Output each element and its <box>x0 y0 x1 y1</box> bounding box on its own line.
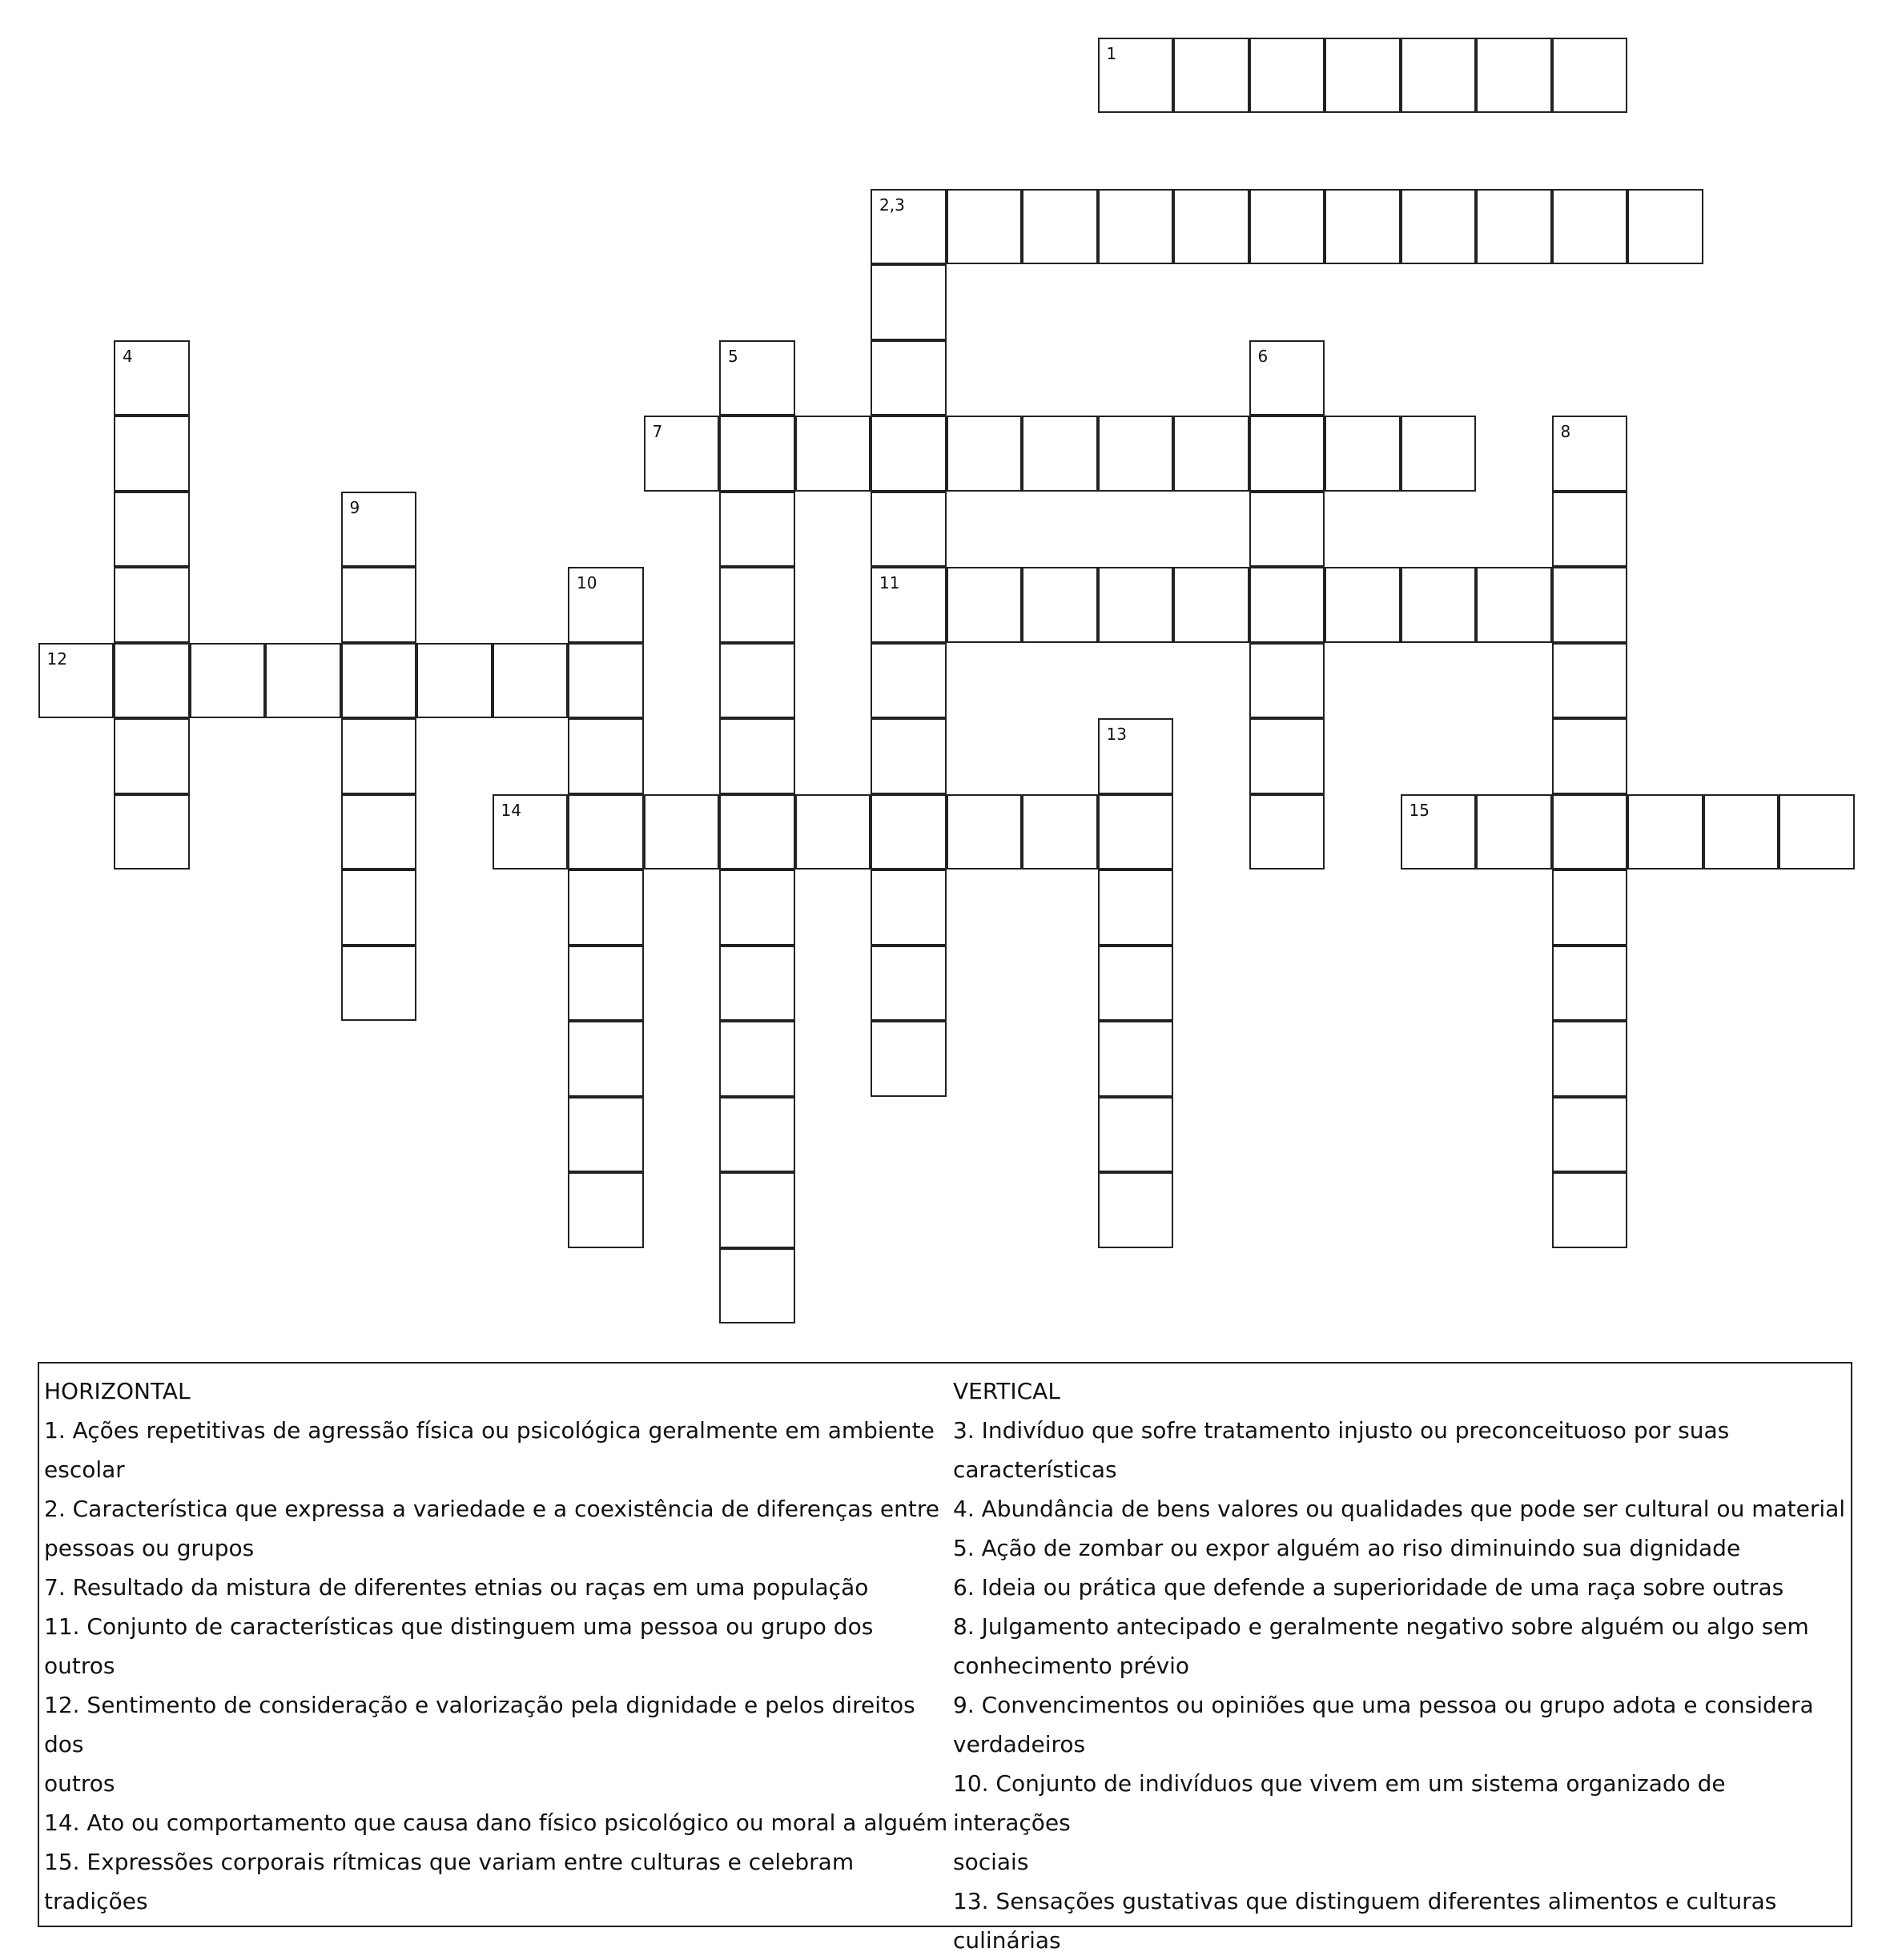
grid-cell[interactable] <box>947 567 1023 643</box>
letter-input[interactable] <box>343 871 416 944</box>
grid-cell[interactable] <box>568 1097 644 1173</box>
grid-cell[interactable] <box>1173 416 1249 492</box>
letter-input[interactable] <box>721 1022 794 1095</box>
letter-input[interactable] <box>1100 568 1172 641</box>
grid-cell[interactable] <box>493 643 569 719</box>
letter-input[interactable] <box>1554 645 1627 717</box>
grid-cell[interactable] <box>719 1248 795 1324</box>
grid-cell[interactable] <box>1552 946 1628 1022</box>
vertical-title: VERTICAL <box>953 1378 1060 1404</box>
clue-number: 15 <box>1409 800 1430 820</box>
letter-input[interactable] <box>872 871 945 944</box>
grid-cell[interactable] <box>114 794 190 870</box>
letter-input[interactable] <box>872 947 945 1020</box>
letter-input[interactable] <box>569 1174 642 1247</box>
grid-cell[interactable] <box>871 794 947 870</box>
letter-input[interactable] <box>569 871 642 944</box>
letter-input[interactable] <box>418 645 491 717</box>
letter-input[interactable] <box>1554 191 1627 263</box>
grid-cell[interactable] <box>114 340 190 416</box>
clue-line: 7. Resultado da mistura de diferentes etnias ou raças em uma população <box>44 1574 869 1601</box>
grid-cell[interactable] <box>1249 189 1325 265</box>
grid-cell[interactable] <box>871 643 947 719</box>
letter-input[interactable] <box>1175 417 1248 490</box>
letter-input[interactable] <box>1023 417 1096 490</box>
grid-cell[interactable] <box>1098 794 1174 870</box>
grid-cell[interactable] <box>1325 567 1401 643</box>
clue-number: 13 <box>1106 725 1127 744</box>
horizontal-clues <box>44 1372 949 1921</box>
letter-input[interactable] <box>1100 720 1172 793</box>
grid-cell[interactable] <box>38 643 115 719</box>
clue-line: 15. Expressões corporais rítmicas que variam entre culturas e celebram tradições <box>44 1849 855 1914</box>
letter-input[interactable] <box>1100 39 1172 112</box>
letter-input[interactable] <box>1251 417 1324 490</box>
letter-input[interactable] <box>1554 493 1627 566</box>
clue-line: 9. Convencimentos ou opiniões que uma pessoa ou grupo adota e considera <box>953 1692 1814 1718</box>
letter-input[interactable] <box>569 1022 642 1095</box>
grid-cell[interactable] <box>1098 870 1174 946</box>
grid-cell[interactable] <box>341 567 417 643</box>
letter-input[interactable] <box>1554 39 1627 112</box>
clue-line: 1. Ações repetitivas de agressão física ou psicológica geralmente em ambiente <box>44 1417 935 1444</box>
letter-input[interactable] <box>1554 568 1627 641</box>
grid-cell[interactable] <box>1401 189 1477 265</box>
grid-cell[interactable] <box>1552 567 1628 643</box>
grid-cell[interactable] <box>947 189 1023 265</box>
letter-input[interactable] <box>1402 39 1475 112</box>
grid-cell[interactable] <box>719 946 795 1022</box>
clue-number: 10 <box>577 573 597 592</box>
letter-input[interactable] <box>721 947 794 1020</box>
grid-cell[interactable] <box>1249 794 1325 870</box>
letter-input[interactable] <box>494 796 567 869</box>
grid-cell[interactable] <box>568 1021 644 1097</box>
grid-cell[interactable] <box>871 946 947 1022</box>
clue-number: 8 <box>1560 422 1571 441</box>
grid-cell[interactable] <box>1401 794 1477 870</box>
clue-number: 11 <box>879 573 900 592</box>
grid-cell[interactable] <box>1476 38 1552 114</box>
letter-input[interactable] <box>1554 417 1627 490</box>
clue-number: 7 <box>652 422 663 441</box>
clue-line: pessoas ou grupos <box>44 1535 255 1561</box>
grid-cell[interactable] <box>1098 946 1174 1022</box>
letter-input[interactable] <box>343 947 416 1020</box>
clue-number: 5 <box>728 346 738 366</box>
clue-line: 8. Julgamento antecipado e geralmente negativo sobre alguém ou algo sem <box>953 1613 1809 1640</box>
letter-input[interactable] <box>872 720 945 793</box>
letter-input[interactable] <box>1402 568 1475 641</box>
letter-input[interactable] <box>1629 191 1702 263</box>
letter-input[interactable] <box>1251 342 1324 415</box>
clue-line: 14. Ato ou comportamento que causa dano físico psicológico ou moral a alguém <box>44 1809 948 1836</box>
grid-cell[interactable] <box>719 870 795 946</box>
letter-input[interactable] <box>948 796 1021 869</box>
grid-cell[interactable] <box>114 718 190 794</box>
grid-cell[interactable] <box>1552 1172 1628 1248</box>
grid-cell[interactable] <box>568 567 644 643</box>
grid-cell[interactable] <box>1098 567 1174 643</box>
grid-cell[interactable] <box>341 870 417 946</box>
grid-cell[interactable] <box>1401 416 1477 492</box>
letter-input[interactable] <box>569 568 642 641</box>
letter-input[interactable] <box>1478 568 1550 641</box>
letter-input[interactable] <box>1554 947 1627 1020</box>
grid-cell[interactable] <box>1476 189 1552 265</box>
grid-cell[interactable] <box>1401 567 1477 643</box>
grid-cell[interactable] <box>719 340 795 416</box>
grid-cell[interactable] <box>719 1021 795 1097</box>
grid-cell[interactable] <box>1022 794 1098 870</box>
grid-cell[interactable] <box>871 416 947 492</box>
grid-cell[interactable] <box>1022 567 1098 643</box>
letter-input[interactable] <box>569 796 642 869</box>
grid-cell[interactable] <box>1703 794 1779 870</box>
grid-cell[interactable] <box>1627 189 1703 265</box>
letter-input[interactable] <box>1100 947 1172 1020</box>
grid-cell[interactable] <box>1627 794 1703 870</box>
grid-cell[interactable] <box>568 1172 644 1248</box>
letter-input[interactable] <box>115 342 188 415</box>
grid-cell[interactable] <box>1022 416 1098 492</box>
grid-cell[interactable] <box>719 1172 795 1248</box>
grid-cell[interactable] <box>341 643 417 719</box>
clue-line: 12. Sentimento de consideração e valorização pela dignidade e pelos direitos dos <box>44 1692 915 1757</box>
letter-input[interactable] <box>721 417 794 490</box>
grid-cell[interactable] <box>644 416 720 492</box>
letter-input[interactable] <box>1251 39 1324 112</box>
letter-input[interactable] <box>1554 1022 1627 1095</box>
grid-cell[interactable] <box>871 340 947 416</box>
letter-input[interactable] <box>721 796 794 869</box>
grid-cell[interactable] <box>493 794 569 870</box>
letter-input[interactable] <box>645 417 718 490</box>
letter-input[interactable] <box>721 645 794 717</box>
grid-cell[interactable] <box>1098 416 1174 492</box>
letter-input[interactable] <box>1326 568 1399 641</box>
grid-cell[interactable] <box>719 1097 795 1173</box>
grid-cell[interactable] <box>871 718 947 794</box>
letter-input[interactable] <box>1023 191 1096 263</box>
letter-input[interactable] <box>343 796 416 869</box>
grid-cell[interactable] <box>1173 189 1249 265</box>
grid-cell[interactable] <box>568 946 644 1022</box>
clue-number: 9 <box>349 497 360 517</box>
grid-cell[interactable] <box>1249 718 1325 794</box>
letter-input[interactable] <box>1326 191 1399 263</box>
grid-cell[interactable] <box>568 794 644 870</box>
letter-input[interactable] <box>1629 796 1702 869</box>
clue-line: sociais <box>953 1849 1029 1875</box>
clue-line: 11. Conjunto de características que distinguem uma pessoa ou grupo dos outros <box>44 1613 874 1679</box>
grid-cell[interactable] <box>114 567 190 643</box>
letter-input[interactable] <box>569 947 642 1020</box>
grid-cell[interactable] <box>114 416 190 492</box>
letter-input[interactable] <box>1100 871 1172 944</box>
letter-input[interactable] <box>115 645 188 717</box>
grid-cell[interactable] <box>1249 416 1325 492</box>
grid-cell[interactable] <box>871 189 947 265</box>
letter-input[interactable] <box>115 568 188 641</box>
grid-cell[interactable] <box>265 643 341 719</box>
grid-cell[interactable] <box>1779 794 1855 870</box>
grid-cell[interactable] <box>190 643 266 719</box>
grid-cell[interactable] <box>114 643 190 719</box>
letter-input[interactable] <box>1175 191 1248 263</box>
grid-cell[interactable] <box>1325 416 1401 492</box>
clue-line: escolar <box>44 1456 125 1483</box>
letter-input[interactable] <box>721 1098 794 1171</box>
letter-input[interactable] <box>1100 1098 1172 1171</box>
letter-input[interactable] <box>1554 871 1627 944</box>
grid-cell[interactable] <box>1476 794 1552 870</box>
grid-cell[interactable] <box>719 567 795 643</box>
clue-number: 14 <box>501 800 521 820</box>
letter-input[interactable] <box>872 493 945 566</box>
grid-cell[interactable] <box>1249 38 1325 114</box>
letter-input[interactable] <box>797 417 870 490</box>
grid-cell[interactable] <box>1098 1172 1174 1248</box>
grid-cell[interactable] <box>341 492 417 568</box>
grid-cell[interactable] <box>1325 189 1401 265</box>
grid-cell[interactable] <box>719 643 795 719</box>
clue-line: 3. Indivíduo que sofre tratamento injusto ou preconceituoso por suas <box>953 1417 1730 1444</box>
grid-cell[interactable] <box>1173 38 1249 114</box>
grid-cell[interactable] <box>719 794 795 870</box>
grid-cell[interactable] <box>1552 794 1628 870</box>
letter-input[interactable] <box>1100 417 1172 490</box>
letter-input[interactable] <box>872 191 945 263</box>
grid-cell[interactable] <box>1552 38 1628 114</box>
letter-input[interactable] <box>1326 417 1399 490</box>
grid-cell[interactable] <box>1325 38 1401 114</box>
grid-cell[interactable] <box>1098 1097 1174 1173</box>
letter-input[interactable] <box>1554 720 1627 793</box>
grid-cell[interactable] <box>1249 567 1325 643</box>
grid-cell[interactable] <box>871 567 947 643</box>
clue-line: 5. Ação de zombar ou expor alguém ao riso diminuindo sua dignidade <box>953 1535 1741 1561</box>
grid-cell[interactable] <box>871 492 947 568</box>
letter-input[interactable] <box>343 568 416 641</box>
clue-line: outros <box>44 1770 115 1797</box>
letter-input[interactable] <box>267 645 340 717</box>
letter-input[interactable] <box>1478 191 1550 263</box>
grid-cell[interactable] <box>871 264 947 340</box>
letter-input[interactable] <box>1251 645 1324 717</box>
letter-input[interactable] <box>872 417 945 490</box>
grid-cell[interactable] <box>719 416 795 492</box>
letter-input[interactable] <box>1251 191 1324 263</box>
grid-cell[interactable] <box>114 492 190 568</box>
grid-cell[interactable] <box>568 870 644 946</box>
grid-cell[interactable] <box>1552 492 1628 568</box>
letter-input[interactable] <box>1251 720 1324 793</box>
grid-cell[interactable] <box>644 794 720 870</box>
grid-cell[interactable] <box>947 794 1023 870</box>
grid-cell[interactable] <box>568 643 644 719</box>
clue-line: 2. Característica que expressa a variedade e a coexistência de diferenças entre <box>44 1496 939 1522</box>
letter-input[interactable] <box>1251 796 1324 869</box>
vertical-clues <box>953 1372 1850 1960</box>
letter-input[interactable] <box>1100 1022 1172 1095</box>
letter-input[interactable] <box>1554 1174 1627 1247</box>
letter-input[interactable] <box>872 266 945 339</box>
grid-cell[interactable] <box>1249 643 1325 719</box>
letter-input[interactable] <box>494 645 567 717</box>
letter-input[interactable] <box>872 1022 945 1095</box>
clues-box <box>38 1362 1852 1954</box>
letter-input[interactable] <box>721 342 794 415</box>
letter-input[interactable] <box>1402 417 1475 490</box>
clue-number: 1 <box>1106 43 1117 63</box>
grid-cell[interactable] <box>341 946 417 1022</box>
letter-input[interactable] <box>115 417 188 490</box>
grid-cell[interactable] <box>719 492 795 568</box>
grid-cell[interactable] <box>795 794 871 870</box>
letter-input[interactable] <box>1100 191 1172 263</box>
grid-cell[interactable] <box>1249 492 1325 568</box>
letter-input[interactable] <box>1554 1098 1627 1171</box>
letter-input[interactable] <box>1251 493 1324 566</box>
grid-cell[interactable] <box>1098 38 1174 114</box>
letter-input[interactable] <box>948 568 1021 641</box>
grid-cell[interactable] <box>341 718 417 794</box>
letter-input[interactable] <box>115 796 188 869</box>
letter-input[interactable] <box>1100 1174 1172 1247</box>
letter-input[interactable] <box>569 720 642 793</box>
letter-input[interactable] <box>721 720 794 793</box>
letter-input[interactable] <box>1175 568 1248 641</box>
grid-cell[interactable] <box>416 643 493 719</box>
grid-cell[interactable] <box>1249 340 1325 416</box>
grid-cell[interactable] <box>1022 189 1098 265</box>
letter-input[interactable] <box>343 645 416 717</box>
grid-cell[interactable] <box>871 1021 947 1097</box>
letter-input[interactable] <box>872 645 945 717</box>
clue-line: 6. Ideia ou prática que defende a superioridade de uma raça sobre outras <box>953 1574 1784 1601</box>
letter-input[interactable] <box>191 645 264 717</box>
letter-input[interactable] <box>1175 39 1248 112</box>
grid-cell[interactable] <box>795 416 871 492</box>
letter-input[interactable] <box>872 342 945 415</box>
grid-cell[interactable] <box>1098 1021 1174 1097</box>
letter-input[interactable] <box>948 191 1021 263</box>
grid-cell[interactable] <box>1173 567 1249 643</box>
grid-cell[interactable] <box>568 718 644 794</box>
grid-cell[interactable] <box>1098 189 1174 265</box>
letter-input[interactable] <box>721 493 794 566</box>
letter-input[interactable] <box>645 796 718 869</box>
letter-input[interactable] <box>1780 796 1853 869</box>
letter-input[interactable] <box>343 720 416 793</box>
grid-cell[interactable] <box>1552 416 1628 492</box>
clue-number: 2,3 <box>879 195 905 215</box>
grid-cell[interactable] <box>1552 189 1628 265</box>
letter-input[interactable] <box>948 417 1021 490</box>
clue-line: 13. Sensações gustativas que distinguem diferentes alimentos e culturas culinárias <box>953 1888 1777 1954</box>
grid-cell[interactable] <box>1098 718 1174 794</box>
grid-cell[interactable] <box>1552 870 1628 946</box>
grid-cell[interactable] <box>871 870 947 946</box>
clue-number: 4 <box>123 346 133 366</box>
letter-input[interactable] <box>1100 796 1172 869</box>
letter-input[interactable] <box>343 493 416 566</box>
grid-cell[interactable] <box>947 416 1023 492</box>
letter-input[interactable] <box>569 1098 642 1171</box>
clue-line: 4. Abundância de bens valores ou qualidades que pode ser cultural ou material <box>953 1496 1846 1522</box>
grid-cell[interactable] <box>719 718 795 794</box>
letter-input[interactable] <box>1326 39 1399 112</box>
letter-input[interactable] <box>1554 796 1627 869</box>
letter-input[interactable] <box>1251 568 1324 641</box>
horizontal-title: HORIZONTAL <box>44 1378 191 1404</box>
letter-input[interactable] <box>721 568 794 641</box>
grid-cell[interactable] <box>1552 1097 1628 1173</box>
letter-input[interactable] <box>1023 568 1096 641</box>
grid-cell[interactable] <box>1476 567 1552 643</box>
letter-input[interactable] <box>721 1250 794 1323</box>
letter-input[interactable] <box>1023 796 1096 869</box>
letter-input[interactable] <box>1402 796 1475 869</box>
letter-input[interactable] <box>872 796 945 869</box>
letter-input[interactable] <box>569 645 642 717</box>
letter-input[interactable] <box>1478 796 1550 869</box>
letter-input[interactable] <box>1705 796 1778 869</box>
grid-cell[interactable] <box>341 794 417 870</box>
clue-number: 6 <box>1257 346 1269 366</box>
clue-line: características <box>953 1456 1117 1483</box>
grid-cell[interactable] <box>1552 643 1628 719</box>
letter-input[interactable] <box>721 871 794 944</box>
grid-cell[interactable] <box>1401 38 1477 114</box>
letter-input[interactable] <box>872 568 945 641</box>
letter-input[interactable] <box>797 796 870 869</box>
clue-line: 10. Conjunto de indivíduos que vivem em um sistema organizado de interações <box>953 1770 1726 1836</box>
letter-input[interactable] <box>40 645 113 717</box>
grid-cell[interactable] <box>1552 718 1628 794</box>
letter-input[interactable] <box>1478 39 1550 112</box>
clue-line: verdadeiros <box>953 1731 1086 1757</box>
letter-input[interactable] <box>115 493 188 566</box>
letter-input[interactable] <box>721 1174 794 1247</box>
letter-input[interactable] <box>1402 191 1475 263</box>
clue-line: conhecimento prévio <box>953 1653 1190 1679</box>
letter-input[interactable] <box>115 720 188 793</box>
grid-cell[interactable] <box>1552 1021 1628 1097</box>
clue-number: 12 <box>46 649 67 669</box>
